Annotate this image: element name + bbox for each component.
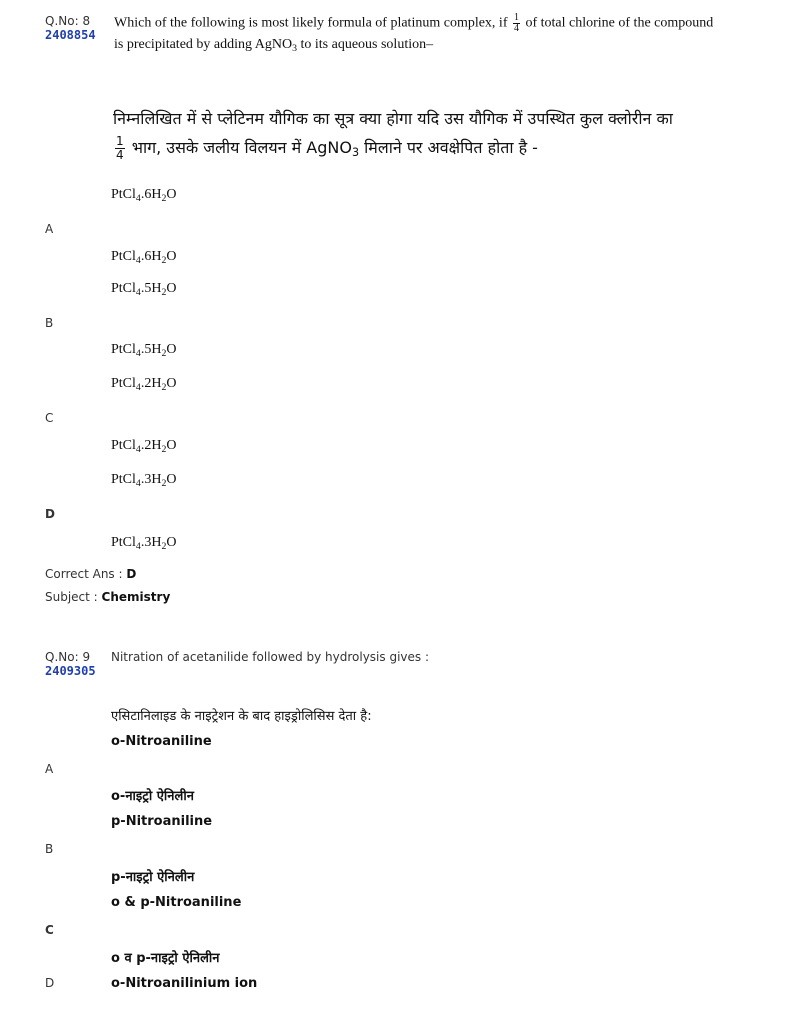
option-c-text-en: o & p-Nitroaniline xyxy=(111,895,242,910)
option-c-label: C xyxy=(45,923,54,937)
option-a-label: A xyxy=(45,222,54,236)
option-b-text-hi: $PtCl_4.5H_2O$ xyxy=(111,342,177,359)
question-id: 2409305 xyxy=(45,664,96,678)
question-text-en: Nitration of acetanilide followed by hydrolysis gives : xyxy=(111,650,430,664)
question-text-en: Which of the following is most likely formula of platinum complex, if $\frac{1}{4}$ of total chlorine of the compound xyxy=(114,12,714,34)
question-text-hi: निम्नलिखित में से प्लेटिनम यौगिक का सूत्र क्या होगा यदि उस यौगिक में उपस्थित कुल क्लोरीन का xyxy=(113,109,673,128)
option-a-text-en: $PtCl_4.6H_2O$ xyxy=(111,187,177,204)
option-b-label: B xyxy=(45,316,54,330)
fraction: $\frac{1}{4}$ xyxy=(513,12,519,34)
option-d-text-hi: $PtCl_4.3H_2O$ xyxy=(111,535,177,552)
question-number: Q.No: 9 xyxy=(45,650,91,664)
option-c-label: C xyxy=(45,411,54,425)
fraction: $\frac{1}{4}$ xyxy=(116,134,124,162)
option-d-label: D xyxy=(45,507,55,521)
option-b-text-hi: p-नाइट्रो ऐनिलीन xyxy=(111,870,195,885)
option-c-text-hi: o व p-नाइट्रो ऐनिलीन xyxy=(111,951,220,966)
question-number: Q.No: 8 xyxy=(45,14,91,28)
subject: Subject : Chemistry xyxy=(45,590,171,604)
option-d-text-en: o-Nitroanilinium ion xyxy=(111,976,258,991)
option-c-text-en: $PtCl_4.2H_2O$ xyxy=(111,376,177,393)
question-text-en-line2: is precipitated by adding AgNO$_3$ to its aqueous solution– xyxy=(114,37,434,54)
option-a-text-hi: o-नाइट्रो ऐनिलीन xyxy=(111,789,194,804)
option-b-label: B xyxy=(45,842,54,856)
correct-answer: Correct Ans : D xyxy=(45,567,137,581)
option-b-text-en: $PtCl_4.5H_2O$ xyxy=(111,281,177,298)
option-d-text-en: $PtCl_4.3H_2O$ xyxy=(111,472,177,489)
option-a-text-hi: $PtCl_4.6H_2O$ xyxy=(111,249,177,266)
option-b-text-en: p-Nitroaniline xyxy=(111,814,213,829)
option-a-text-en: o-Nitroaniline xyxy=(111,734,212,749)
question-text-hi: एसिटानिलाइड के नाइट्रेशन के बाद हाइड्रोलिसिस देता है: xyxy=(111,709,372,724)
option-c-text-hi: $PtCl_4.2H_2O$ xyxy=(111,438,177,455)
option-a-label: A xyxy=(45,762,54,776)
option-d-label: D xyxy=(45,976,55,990)
question-text-hi-line2: $\frac{1}{4}$ भाग, उसके जलीय विलयन में AgNO$_3$ मिलाने पर अवक्षेपित होता है - xyxy=(116,134,538,162)
question-id: 2408854 xyxy=(45,28,96,42)
